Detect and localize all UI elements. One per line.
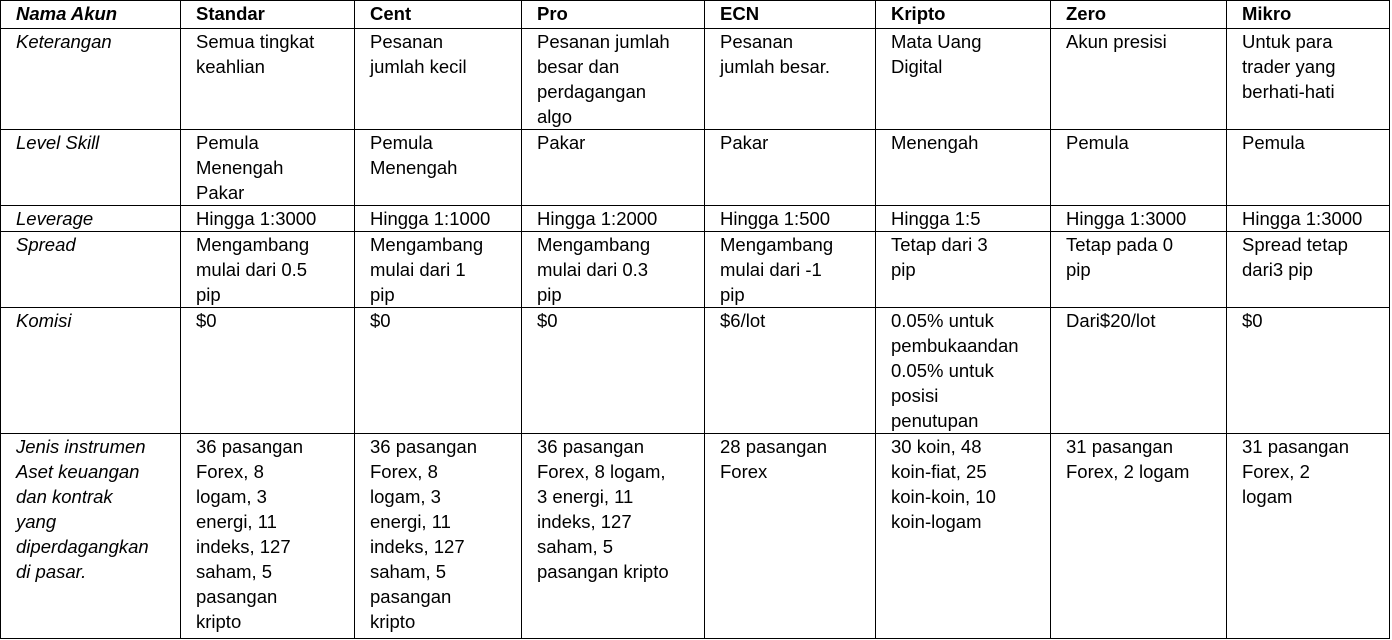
- cell-line: 28 pasangan: [720, 436, 827, 457]
- table-cell: [1051, 206, 1227, 232]
- cell-line: energi, 11: [196, 511, 277, 532]
- cell-line: saham, 5: [196, 561, 273, 582]
- cell-line: Mengambang: [196, 234, 310, 255]
- cell-line: Spread tetap: [1242, 234, 1348, 255]
- cell-line: Menengah: [196, 157, 284, 178]
- cell-line: Hingga 1:3000: [1242, 208, 1363, 229]
- cell-line: Mata Uang: [891, 31, 982, 52]
- table-cell: [1051, 232, 1227, 308]
- cell-line: jumlah kecil: [370, 56, 467, 77]
- table-cell: [705, 232, 876, 308]
- cell-line: Digital: [891, 56, 943, 77]
- row-label-line: dan kontrak: [16, 486, 113, 507]
- cell-line: Hingga 1:2000: [537, 208, 658, 229]
- cell-line: berhati-hati: [1242, 81, 1335, 102]
- table-cell: [705, 130, 876, 206]
- table-cell: [355, 206, 522, 232]
- cell-line: pembukaandan: [891, 335, 1019, 356]
- cell-line: logam, 3: [370, 486, 441, 507]
- cell-line: kripto: [370, 611, 416, 632]
- cell-line: dari3 pip: [1242, 259, 1313, 280]
- cell-line: 30 koin, 48: [891, 436, 982, 457]
- cell-line: mulai dari 0.3: [537, 259, 649, 280]
- table-cell: [876, 434, 1051, 639]
- cell-line: energi, 11: [370, 511, 451, 532]
- cell-line: pip: [720, 284, 745, 305]
- table-cell: [522, 308, 705, 434]
- cell-line: $6/lot: [720, 310, 766, 331]
- cell-line: 31 pasangan: [1066, 436, 1173, 457]
- cell-line: Pesanan: [370, 31, 444, 52]
- table-cell: [1227, 206, 1390, 232]
- table-cell: [181, 434, 355, 639]
- cell-line: Pesanan jumlah: [537, 31, 670, 52]
- cell-line: Forex: [720, 461, 768, 482]
- cell-line: Pemula: [1242, 132, 1305, 153]
- cell-line: Mengambang: [370, 234, 484, 255]
- row-label: [1, 232, 181, 308]
- cell-line: $0: [370, 310, 391, 331]
- table-cell: [181, 29, 355, 130]
- row-label-line: Komisi: [16, 310, 72, 331]
- column-header: Pro: [522, 1, 705, 29]
- table-row: [1, 130, 1390, 206]
- column-header: Standar: [181, 1, 355, 29]
- cell-line: $0: [537, 310, 558, 331]
- table-cell: [876, 308, 1051, 434]
- cell-line: logam: [1242, 486, 1293, 507]
- row-label-line: Level Skill: [16, 132, 100, 153]
- cell-line: 0.05% untuk: [891, 310, 994, 331]
- cell-line: perdagangan: [537, 81, 647, 102]
- cell-line: pasangan kripto: [537, 561, 669, 582]
- cell-line: 0.05% untuk: [891, 360, 994, 381]
- cell-line: Hingga 1:3000: [1066, 208, 1187, 229]
- cell-line: besar dan: [537, 56, 620, 77]
- row-label-line: Jenis instrumen: [16, 436, 146, 457]
- table-row: [1, 232, 1390, 308]
- cell-line: Pakar: [720, 132, 769, 153]
- cell-line: $0: [1242, 310, 1263, 331]
- cell-line: 3 energi, 11: [537, 486, 634, 507]
- column-header: Kripto: [876, 1, 1051, 29]
- table-cell: [1051, 29, 1227, 130]
- cell-line: Pemula: [196, 132, 259, 153]
- cell-line: koin-logam: [891, 511, 982, 532]
- table-cell: [705, 29, 876, 130]
- cell-line: Forex, 8: [370, 461, 438, 482]
- cell-line: saham, 5: [537, 536, 614, 557]
- corner-header: Nama Akun: [1, 1, 181, 29]
- row-label: [1, 206, 181, 232]
- cell-line: Menengah: [370, 157, 458, 178]
- cell-line: Hingga 1:500: [720, 208, 831, 229]
- column-header: ECN: [705, 1, 876, 29]
- table-cell: [522, 130, 705, 206]
- cell-line: Forex, 8 logam,: [537, 461, 666, 482]
- cell-line: koin-fiat, 25: [891, 461, 987, 482]
- cell-line: kripto: [196, 611, 242, 632]
- table-cell: [181, 308, 355, 434]
- cell-line: mulai dari 0.5: [196, 259, 308, 280]
- cell-line: mulai dari 1: [370, 259, 466, 280]
- table-cell: [355, 232, 522, 308]
- column-header: Cent: [355, 1, 522, 29]
- table-row: [1, 29, 1390, 130]
- row-label: [1, 130, 181, 206]
- cell-line: Mengambang: [537, 234, 651, 255]
- table-cell: [522, 206, 705, 232]
- table-cell: [355, 29, 522, 130]
- cell-line: indeks, 127: [196, 536, 291, 557]
- cell-line: Menengah: [891, 132, 979, 153]
- cell-line: $0: [196, 310, 217, 331]
- cell-line: indeks, 127: [537, 511, 632, 532]
- cell-line: saham, 5: [370, 561, 447, 582]
- cell-line: pip: [196, 284, 221, 305]
- cell-line: 36 pasangan: [196, 436, 303, 457]
- table-row: [1, 206, 1390, 232]
- table-cell: [876, 232, 1051, 308]
- column-header: Zero: [1051, 1, 1227, 29]
- table-cell: [181, 232, 355, 308]
- table-cell: [1227, 434, 1390, 639]
- cell-line: 36 pasangan: [537, 436, 644, 457]
- table-cell: [876, 130, 1051, 206]
- cell-line: Forex, 8: [196, 461, 264, 482]
- cell-line: 31 pasangan: [1242, 436, 1349, 457]
- row-label-line: Keterangan: [16, 31, 112, 52]
- cell-line: posisi: [891, 385, 939, 406]
- table-cell: [1051, 308, 1227, 434]
- cell-line: pip: [537, 284, 562, 305]
- table-cell: [705, 434, 876, 639]
- cell-line: Pemula: [1066, 132, 1129, 153]
- table-cell: [705, 206, 876, 232]
- table-cell: [355, 130, 522, 206]
- table-cell: [181, 206, 355, 232]
- row-label-line: di pasar.: [16, 561, 87, 582]
- cell-line: penutupan: [891, 410, 979, 431]
- cell-line: Untuk para: [1242, 31, 1333, 52]
- row-label-line: Spread: [16, 234, 76, 255]
- row-label: [1, 308, 181, 434]
- cell-line: jumlah besar.: [720, 56, 831, 77]
- cell-line: pip: [891, 259, 916, 280]
- table-cell: [1227, 232, 1390, 308]
- cell-line: pip: [1066, 259, 1091, 280]
- cell-line: Tetap pada 0: [1066, 234, 1173, 255]
- cell-line: Pesanan: [720, 31, 794, 52]
- table-cell: [522, 29, 705, 130]
- table-cell: [1051, 130, 1227, 206]
- cell-line: keahlian: [196, 56, 265, 77]
- table-cell: [1227, 130, 1390, 206]
- cell-line: Forex, 2 logam: [1066, 461, 1190, 482]
- table-cell: [876, 29, 1051, 130]
- cell-line: Semua tingkat: [196, 31, 315, 52]
- cell-line: Hingga 1:5: [891, 208, 981, 229]
- cell-line: 36 pasangan: [370, 436, 477, 457]
- cell-line: Hingga 1:3000: [196, 208, 317, 229]
- row-label-line: diperdagangkan: [16, 536, 149, 557]
- table-row: [1, 434, 1390, 639]
- row-label-line: Aset keuangan: [16, 461, 140, 482]
- cell-line: Pemula: [370, 132, 433, 153]
- table-cell: [1227, 29, 1390, 130]
- header-row: [1, 1, 1390, 29]
- cell-line: koin-koin, 10: [891, 486, 996, 507]
- table-cell: [705, 308, 876, 434]
- row-label-line: yang: [16, 511, 57, 532]
- cell-line: mulai dari -1: [720, 259, 822, 280]
- table-cell: [355, 434, 522, 639]
- cell-line: Dari$20/lot: [1066, 310, 1156, 331]
- table-cell: [1227, 308, 1390, 434]
- table-cell: [522, 232, 705, 308]
- cell-line: Tetap dari 3: [891, 234, 988, 255]
- row-label-line: Leverage: [16, 208, 94, 229]
- row-label: [1, 434, 181, 639]
- row-label: [1, 29, 181, 130]
- cell-line: algo: [537, 106, 572, 127]
- cell-line: pasangan: [196, 586, 278, 607]
- table-row: [1, 308, 1390, 434]
- cell-line: Mengambang: [720, 234, 834, 255]
- cell-line: logam, 3: [196, 486, 267, 507]
- cell-line: Forex, 2: [1242, 461, 1310, 482]
- cell-line: indeks, 127: [370, 536, 465, 557]
- cell-line: Hingga 1:1000: [370, 208, 491, 229]
- table-cell: [522, 434, 705, 639]
- cell-line: pip: [370, 284, 395, 305]
- table-cell: [1051, 434, 1227, 639]
- cell-line: pasangan: [370, 586, 452, 607]
- column-header: Mikro: [1227, 1, 1390, 29]
- table-cell: [876, 206, 1051, 232]
- cell-line: Pakar: [537, 132, 586, 153]
- table-cell: [181, 130, 355, 206]
- cell-line: Pakar: [196, 182, 245, 203]
- cell-line: Akun presisi: [1066, 31, 1167, 52]
- table-cell: [355, 308, 522, 434]
- cell-line: trader yang: [1242, 56, 1336, 77]
